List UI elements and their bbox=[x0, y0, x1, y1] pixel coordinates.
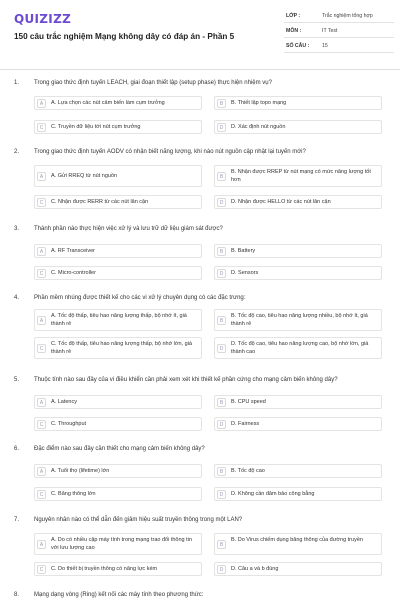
option-letter: C bbox=[37, 420, 46, 429]
option-text: D. Không cần đảm bảo công bằng bbox=[231, 491, 315, 497]
option-text: D. Nhận được HELLO từ các nút lân cận bbox=[231, 199, 331, 205]
option-a[interactable] bbox=[34, 533, 202, 555]
option-c[interactable] bbox=[34, 417, 202, 431]
question-number: 2. bbox=[14, 149, 20, 155]
option-text: D. Fairness bbox=[231, 421, 260, 427]
option-c[interactable] bbox=[34, 266, 202, 280]
question-text: Đặc điểm nào sau đây cần thiết cho mạng cảm biến không dây? bbox=[34, 446, 205, 452]
option-text: D. Xác định nút nguồn bbox=[231, 124, 286, 130]
option-text: A. Tuổi thọ (lifetime) lớn bbox=[51, 468, 110, 474]
option-d[interactable] bbox=[214, 266, 382, 280]
question-number: 1. bbox=[14, 80, 20, 86]
worksheet-header bbox=[0, 0, 400, 70]
option-letter: D bbox=[217, 490, 226, 499]
question-text: Phần mềm nhúng được thiết kế cho các vi xử lý chuyên dụng có các đặc trưng: bbox=[34, 295, 246, 301]
option-text: B. Tốc độ cao bbox=[231, 468, 265, 474]
option-text: A. Tốc độ thấp, tiêu hao năng lượng thấp, bộ nhớ ít, giá thành rẻ bbox=[51, 313, 187, 327]
option-letter: D bbox=[217, 198, 226, 207]
question-text: Nguyên nhân nào có thể dẫn đến giảm hiệu suất truyền thông trong một LAN? bbox=[34, 517, 243, 523]
option-letter: C bbox=[37, 490, 46, 499]
option-c[interactable] bbox=[34, 120, 202, 134]
question-number: 5. bbox=[14, 377, 20, 383]
option-text: C. Băng thông lớn bbox=[51, 491, 96, 497]
option-text: C. Nhận được RERR từ các nút lân cận bbox=[51, 199, 149, 205]
option-text: C. Do thiết bị truyền thông có năng lực kém bbox=[51, 566, 158, 572]
page-title: 150 câu trắc nghiệm Mạng không dây có đáp án - Phần 5 bbox=[14, 32, 235, 41]
option-c[interactable] bbox=[34, 337, 202, 359]
option-text: D. Sensors bbox=[231, 270, 259, 276]
question-text: Trong giao thức định tuyến AODV có nhận biết năng lượng, khi nào nút nguồn cập nhật lại tuyến mới? bbox=[34, 149, 306, 155]
option-d[interactable] bbox=[214, 195, 382, 209]
meta-value: Trắc nghiệm tổng hợp bbox=[322, 13, 373, 19]
option-a[interactable] bbox=[34, 464, 202, 478]
option-c[interactable] bbox=[34, 195, 202, 209]
option-text: B. Do Virus chiếm dụng băng thông của đường truyền bbox=[231, 537, 363, 543]
option-text: D. Tốc độ cao, tiêu hao năng lượng cao, bộ nhớ lớn, giá thành cao bbox=[231, 341, 369, 355]
meta-key: SỐ CÂU : bbox=[286, 43, 310, 49]
option-letter: C bbox=[37, 269, 46, 278]
option-text: B. Thiết lập topo mạng bbox=[231, 100, 287, 106]
question-text: Trong giao thức định tuyến LEACH, giai đoạn thiết lập (setup phase) thực hiện nhiệm vụ? bbox=[34, 80, 272, 86]
option-letter: A bbox=[37, 99, 46, 108]
question-number: 7. bbox=[14, 517, 20, 523]
option-b[interactable] bbox=[214, 165, 382, 187]
option-letter: A bbox=[37, 467, 46, 476]
option-d[interactable] bbox=[214, 120, 382, 134]
question-number: 3. bbox=[14, 226, 20, 232]
option-letter: B bbox=[217, 540, 226, 549]
option-text: A. Do có nhiều cặp máy tính trong mạng trao đổi thông tin với lưu lượng cao bbox=[51, 537, 192, 551]
option-a[interactable] bbox=[34, 165, 202, 187]
option-letter: D bbox=[217, 420, 226, 429]
option-text: B. Tốc độ cao, tiêu hao năng lượng nhiều, bộ nhớ ít, giá thành rẻ bbox=[231, 313, 368, 327]
option-letter: C bbox=[37, 123, 46, 132]
question-number: 6. bbox=[14, 446, 20, 452]
meta-table bbox=[284, 8, 394, 53]
question-text: Thành phần nào thực hiện việc xử lý và lưu trữ dữ liệu giám sát được? bbox=[34, 226, 223, 232]
meta-row-class bbox=[284, 8, 394, 23]
option-text: D. Câu a và b đúng bbox=[231, 566, 279, 572]
option-text: A. Lựa chọn các nút cảm biến làm cụm trưởng bbox=[51, 100, 165, 106]
option-a[interactable] bbox=[34, 96, 202, 110]
option-b[interactable] bbox=[214, 309, 382, 331]
option-d[interactable] bbox=[214, 562, 382, 576]
option-text: B. Nhận được RREP từ nút mạng có mức năng lượng tốt hơn bbox=[231, 169, 371, 183]
meta-row-count bbox=[284, 38, 394, 53]
option-letter: B bbox=[217, 398, 226, 407]
meta-key: LỚP : bbox=[286, 13, 301, 19]
option-a[interactable] bbox=[34, 395, 202, 409]
option-text: A. Latency bbox=[51, 399, 77, 405]
option-letter: A bbox=[37, 398, 46, 407]
option-c[interactable] bbox=[34, 487, 202, 501]
question-number: 4. bbox=[14, 295, 20, 301]
option-text: A. RF Transceiver bbox=[51, 248, 96, 254]
option-letter: B bbox=[217, 172, 226, 181]
option-b[interactable] bbox=[214, 395, 382, 409]
option-letter: A bbox=[37, 316, 46, 325]
question-text: Thuộc tính nào sau đây của vi điều khiển cần phải xem xét khi thiết kế phần cứng cho mạng cảm biến không dây? bbox=[34, 377, 338, 383]
question-text: Mạng dạng vòng (Ring) kết nối các máy tính theo phương thức: bbox=[34, 592, 204, 598]
meta-key: MÔN : bbox=[286, 28, 302, 34]
option-letter: B bbox=[217, 316, 226, 325]
option-letter: D bbox=[217, 565, 226, 574]
option-b[interactable] bbox=[214, 96, 382, 110]
option-letter: C bbox=[37, 565, 46, 574]
meta-value: IT Test bbox=[322, 28, 338, 34]
option-letter: B bbox=[217, 247, 226, 256]
option-text: A. Gửi RREQ từ nút nguồn bbox=[51, 173, 118, 179]
option-letter: D bbox=[217, 269, 226, 278]
option-b[interactable] bbox=[214, 464, 382, 478]
option-letter: B bbox=[217, 467, 226, 476]
meta-value: 15 bbox=[322, 43, 328, 49]
option-letter: A bbox=[37, 247, 46, 256]
option-letter: D bbox=[217, 123, 226, 132]
option-a[interactable] bbox=[34, 244, 202, 258]
option-d[interactable] bbox=[214, 487, 382, 501]
option-letter: D bbox=[217, 344, 226, 353]
option-b[interactable] bbox=[214, 533, 382, 555]
quizizz-logo: QUIZIZZ bbox=[14, 12, 72, 26]
option-b[interactable] bbox=[214, 244, 382, 258]
option-text: C. Truyền dữ liệu tới nút cụm trưởng bbox=[51, 124, 141, 130]
option-text: B. Battery bbox=[231, 248, 256, 254]
option-letter: A bbox=[37, 540, 46, 549]
option-c[interactable] bbox=[34, 562, 202, 576]
option-text: C. Micro-controller bbox=[51, 270, 96, 276]
option-letter: B bbox=[217, 99, 226, 108]
meta-row-subject bbox=[284, 23, 394, 38]
option-d[interactable] bbox=[214, 417, 382, 431]
question-number: 8. bbox=[14, 592, 20, 598]
option-a[interactable] bbox=[34, 309, 202, 331]
option-letter: C bbox=[37, 344, 46, 353]
option-text: C. Tốc độ thấp, tiêu hao năng lượng thấp, bộ nhớ lớn, giá thành rẻ bbox=[51, 341, 192, 355]
option-letter: C bbox=[37, 198, 46, 207]
option-letter: A bbox=[37, 172, 46, 181]
option-d[interactable] bbox=[214, 337, 382, 359]
option-text: C. Throughput bbox=[51, 421, 87, 427]
option-text: B. CPU speed bbox=[231, 399, 266, 405]
